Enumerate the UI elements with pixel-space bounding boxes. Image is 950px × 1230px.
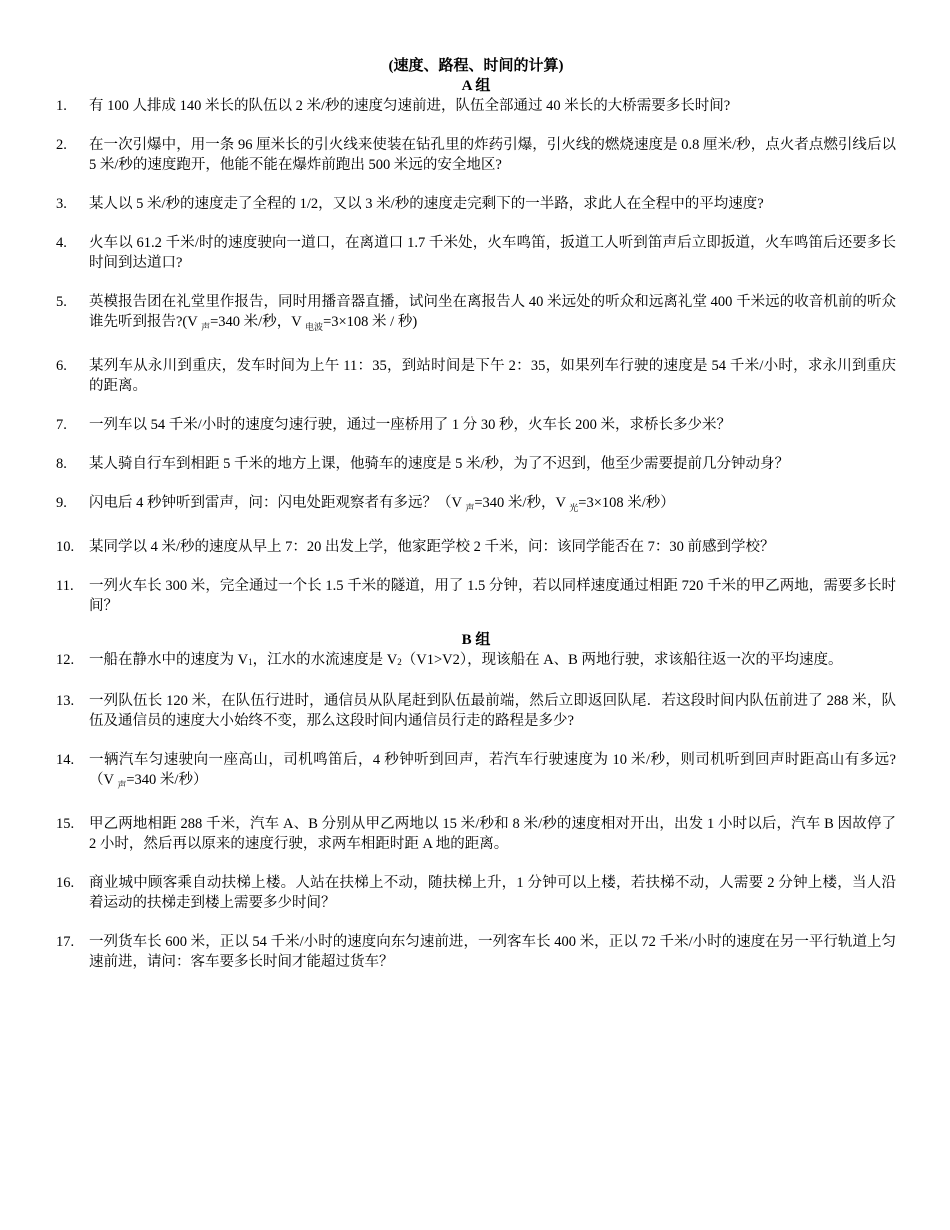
question-item <box>56 493 896 518</box>
question-text-part: =3×108 米 / 秒) <box>323 314 418 330</box>
question-number: 11. <box>56 578 74 594</box>
subscript: 光 <box>569 503 579 513</box>
question-number: 17. <box>56 934 75 950</box>
question-text: 商业城中顾客乘自动扶梯上楼。人站在扶梯上不动，随扶梯上升，1 分钟可以上楼，若扶梯不动，人需要 2 分钟上楼，当人沿着运动的扶梯走到楼上需要多少时间？ <box>89 875 896 911</box>
question-text-part: （V1>V2），现该船在 A、B 两地行驶，求该船往返一次的平均速度。 <box>401 652 843 668</box>
question-text: 有 100 人排成 140 米长的队伍以 2 米/秒的速度匀速前进，队伍全部通过 40 米长的大桥需要多长时间? <box>89 98 731 114</box>
question-text: 某同学以 4 米/秒的速度从早上 7：20 出发上学，他家距学校 2 千米，问：该同学能否在 7：30 前感到学校？ <box>89 539 775 555</box>
group-a-question-list <box>56 96 896 616</box>
question-text-part: =340 米/秒） <box>126 772 208 788</box>
question-number: 6. <box>56 358 67 374</box>
question-item <box>56 814 896 854</box>
question-text: 一列火车长 300 米，完全通过一个长 1.5 千米的隧道，用了 1.5 分钟，若以同样速度通过相距 720 千米的甲乙两地，需要多长时间？ <box>89 578 896 614</box>
question-number: 9. <box>56 495 67 511</box>
question-text-part: 一船在静水中的速度为 V <box>89 652 249 668</box>
question-item <box>56 537 896 557</box>
question-number: 14. <box>56 752 75 768</box>
question-number: 10. <box>56 539 75 555</box>
question-text <box>89 495 675 511</box>
question-text: 某人骑自行车到相距 5 千米的地方上课，他骑车的速度是 5 米/秒，为了不迟到，他至少需要提前几分钟动身？ <box>89 456 790 472</box>
question-text-part: 闪电后 4 秒钟听到雷声，问：闪电处距观察者有多远？（V <box>89 495 466 511</box>
question-item <box>56 691 896 731</box>
question-text <box>89 294 896 330</box>
question-text-part: =340 米/秒，V <box>474 495 570 511</box>
question-number: 3. <box>56 196 67 212</box>
question-item <box>56 194 896 214</box>
question-item <box>56 292 896 337</box>
question-text-part: ，江水的水流速度是 V <box>252 652 398 668</box>
subscript: 声 <box>117 780 127 790</box>
subscript: 2 <box>397 657 402 667</box>
question-text: 一列队伍长 120 米，在队伍行进时，通信员从队尾赶到队伍最前端，然后立即返回队尾．若这段时间内队伍前进了 288 米，队伍及通信员的速度大小始终不变，那么这段时间内通信员行走的路程是多少? <box>89 693 896 729</box>
question-text: 某列车从永川到重庆，发车时间为上午 11：35，到站时间是下午 2：35，如果列车行驶的速度是 54 千米/小时，求永川到重庆的距离。 <box>89 358 896 394</box>
question-number: 4. <box>56 235 67 251</box>
question-item <box>56 96 896 116</box>
question-text <box>89 752 896 788</box>
question-text: 甲乙两地相距 288 千米，汽车 A、B 分别从甲乙两地以 15 米/秒和 8 米/秒的速度相对开出，出发 1 小时以后，汽车 B 因故停了 2 小时，然后再以原来的速度行驶，求两车相距时距 A 地的距离。 <box>89 816 896 852</box>
question-text <box>89 652 842 668</box>
question-number: 1. <box>56 98 67 114</box>
question-number: 2. <box>56 137 67 153</box>
question-item <box>56 356 896 396</box>
question-number: 12. <box>56 652 75 668</box>
question-text-part: 一辆汽车匀速驶向一座高山，司机鸣笛后，4 秒钟听到回声，若汽车行驶速度为 10 米/秒，则司机听到回声时距高山有多远?（V <box>89 752 896 788</box>
question-number: 15. <box>56 816 75 832</box>
question-number: 13. <box>56 693 75 709</box>
question-text: 火车以 61.2 千米/时的速度驶向一道口，在离道口 1.7 千米处，火车鸣笛，扳道工人听到笛声后立即扳道，火车鸣笛后还要多长时间到达道口? <box>89 235 896 271</box>
question-item <box>56 135 896 175</box>
question-text: 一列货车长 600 米，正以 54 千米/小时的速度向东匀速前进，一列客车长 400 米，正以 72 千米/小时的速度在另一平行轨道上匀速前进，请问：客车要多长时间才能超过货车？ <box>89 934 896 970</box>
question-item <box>56 650 896 672</box>
question-text-part: 英模报告团在礼堂里作报告，同时用播音器直播，试问坐在离报告人 40 米远处的听众和远离礼堂 400 千米远的收音机前的听众谁先听到报告?(V <box>89 294 896 330</box>
document-title: (速度、路程、时间的计算) <box>388 58 564 74</box>
question-number: 7. <box>56 417 67 433</box>
question-text: 在一次引爆中，用一条 96 厘米长的引火线来使装在钻孔里的炸药引爆，引火线的燃烧速度是 0.8 厘米/秒，点火者点燃引线后以 5 米/秒的速度跑开，他能不能在爆炸前跑出 500 米远的安全地区? <box>89 137 896 173</box>
group-b-heading: B 组 <box>461 632 491 648</box>
subscript: 电波 <box>305 322 324 332</box>
question-number: 8. <box>56 456 67 472</box>
question-item <box>56 750 896 795</box>
question-text: 一列车以 54 千米/小时的速度匀速行驶，通过一座桥用了 1 分 30 秒，火车长 200 米，求桥长多少米？ <box>89 417 732 433</box>
question-text-part: =3×108 米/秒） <box>578 495 675 511</box>
subscript: 声 <box>201 322 211 332</box>
question-item <box>56 576 896 616</box>
question-item <box>56 932 896 972</box>
question-item <box>56 454 896 474</box>
question-text-part: =340 米/秒，V <box>210 314 306 330</box>
question-number: 5. <box>56 294 67 310</box>
question-item <box>56 873 896 913</box>
group-a-heading: A 组 <box>461 78 491 94</box>
question-item <box>56 233 896 273</box>
question-item <box>56 415 896 435</box>
subscript: 声 <box>465 503 475 513</box>
question-text: 某人以 5 米/秒的速度走了全程的 1/2，又以 3 米/秒的速度走完剩下的一半路，求此人在全程中的平均速度? <box>89 196 764 212</box>
group-b-question-list <box>56 650 896 972</box>
question-number: 16. <box>56 875 75 891</box>
subscript: 1 <box>248 657 253 667</box>
